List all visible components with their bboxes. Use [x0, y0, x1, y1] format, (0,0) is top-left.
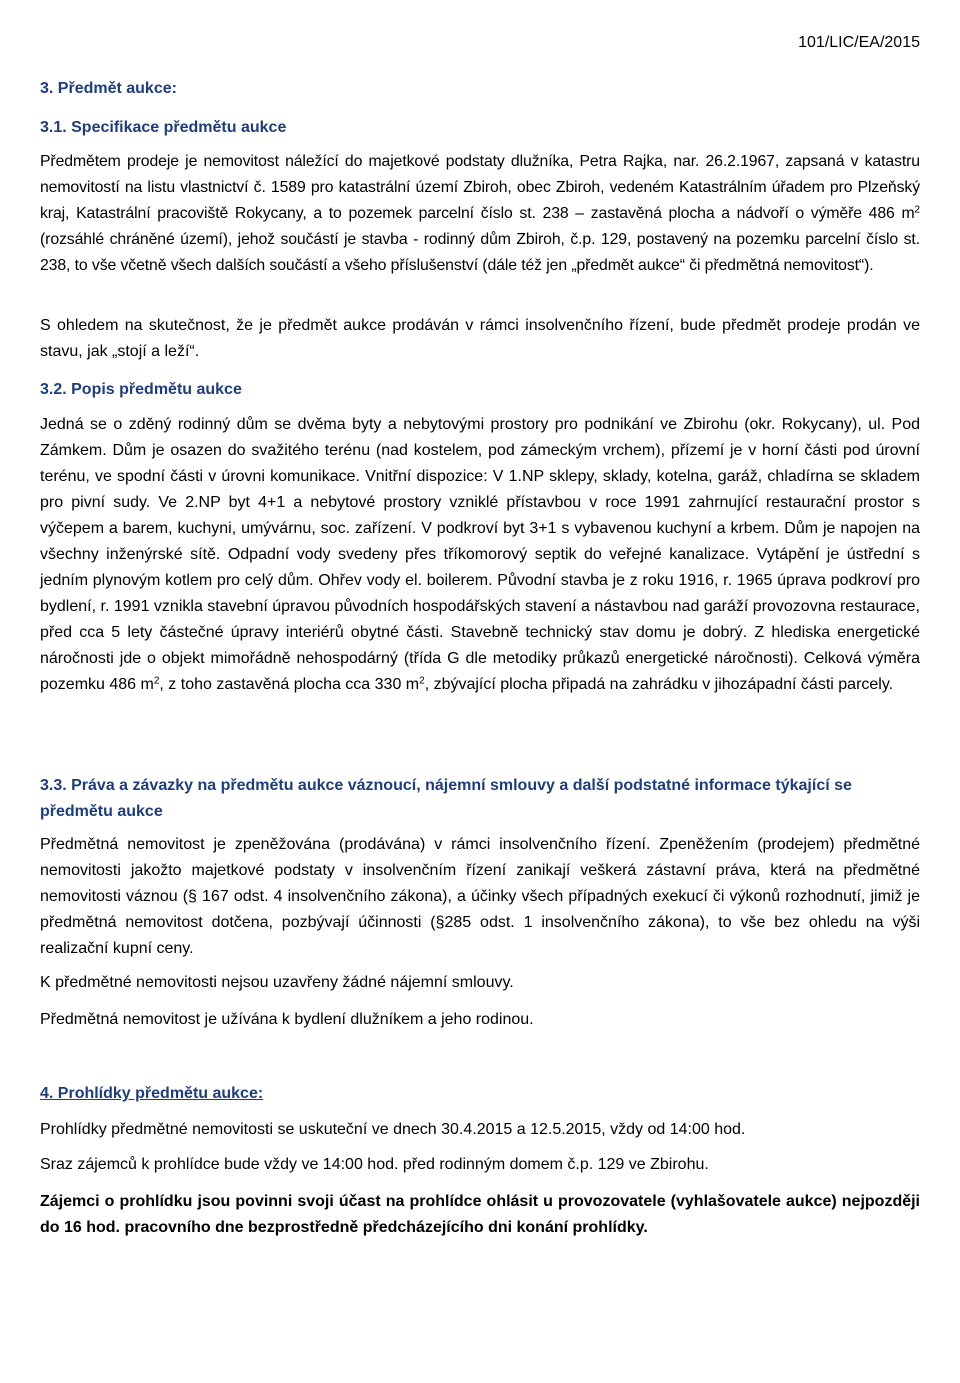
section-3-1-paragraph-1 [40, 149, 920, 279]
section-4-paragraph-3: Zájemci o prohlídku jsou povinni svoji účast na prohlídce ohlásit u provozovatele (vyhlašovatele aukce) nejpozději do 16 hod. pracovního dne bezprostředně předcházejícího dni konání prohlídky. [40, 1193, 920, 1236]
square-superscript: 2 [153, 675, 160, 687]
document-page [40, 0, 920, 1383]
section-3-1-paragraph-1-text-a: Předmětem prodeje je nemovitost náležící do majetkové podstaty dlužníka, Petra Rajka, nar. 26.2.1967, zapsaná v katastru nemovitostí na listu vlastnictví č. 1589 pro katastrální území Zbiroh, obec Zbiroh, vedeném Katastrálním úřadem pro Plzeňský kraj, Katastrální pracoviště Rokycany, a to pozemek parcelní číslo st. 238 – zastavěná plocha a nádvoří o výměře 486 m [40, 153, 920, 222]
section-3-2-heading: 3.2. Popis předmětu aukce [40, 381, 242, 398]
section-3-2-text-c: , zbývající plocha připadá na zahrádku v jihozápadní části parcely. [424, 676, 894, 693]
square-superscript: 2 [914, 204, 920, 216]
square-superscript: 2 [419, 675, 425, 687]
section-3-2-text-a: Jedná se o zděný rodinný dům se dvěma byty a nebytovými prostory pro podnikání ve Zbirohu (okr. Rokycany), ul. Pod Zámkem. Dům je osazen do svažitého terénu (nad kostelem, pod zámeckým vrchem), přízemí je v horní části pod úrovní terénu, ve spodní části v úrovni komunikace. Vnitřní dispozice: V 1.NP sklepy, sklady, kotelna, garáž, chladírna se skladem pro pivní sudy. Ve 2.NP byt 4+1 a nebytové prostory vzniklé přístavbou v roce 1991 zahrnující restaurační prostor s výčepem a barem, kuchyni, umývárnu, soc. zařízení. V podkroví byt 3+1 s vybavenou kuchyní a krbem. Dům je napojen na všechny inženýrské sítě. Odpadní vody svedeny přes tříkomorový septik do veřejné kanalizace. Vytápění je ústřední s jedním plynovým kotlem pro celý dům. Ohřev vody el. boilerem. Původní stavba je z roku 1916, r. 1965 úprava podkroví pro bydlení, r. 1991 vznikla stavební úpravou původních hospodářských stavení a nástavbou nad garáží provozovna restaurace, před cca 5 lety částečné úpravy interiérů obytné části. Stavebně technický stav domu je dobrý. Z hlediska energetické náročnosti jde o objekt mimořádně nehospodárný (třída G dle metodiky průkazů energetické náročnosti). Celková výměra pozemku 486 m [40, 416, 920, 693]
section-3-3-paragraph-3: Předmětná nemovitost je užívána k bydlení dlužníkem a jeho rodinou. [40, 1011, 534, 1028]
section-4-heading: 4. Prohlídky předmětu aukce: [40, 1085, 264, 1102]
section-3-2-paragraph [40, 412, 920, 698]
section-3-3-heading: 3.3. Práva a závazky na předmětu aukce váznoucí, nájemní smlouvy a další podstatné informace týkající se předmětu aukce [40, 777, 852, 820]
section-3-2-text-b: , z toho zastavěná plocha cca 330 m [159, 676, 420, 693]
section-3-3-paragraph-2: K předmětné nemovitosti nejsou uzavřeny žádné nájemní smlouvy. [40, 974, 514, 991]
section-3-1-heading: 3.1. Specifikace předmětu aukce [40, 119, 287, 136]
section-3-1-paragraph-2: S ohledem na skutečnost, že je předmět aukce prodáván v rámci insolvenčního řízení, bude předmět prodeje prodán ve stavu, jak „stojí a leží“. [40, 317, 920, 360]
section-3-1-paragraph-1-text-b: (rozsáhlé chráněné území), jehož součástí je stavba - rodinný dům Zbiroh, č.p. 129, postavený na pozemku parcelní číslo st. 238, to vše včetně všech dalších součástí a všeho příslušenství (dále též jen „předmět aukce“ či předmětná nemovitost“). [40, 231, 920, 274]
section-3-3-paragraph-1: Předmětná nemovitost je zpeněžována (prodávána) v rámci insolvenčního řízení. Zpeněžením (prodejem) předmětné nemovitosti jakožto majetkové podstaty v insolvenčním řízení zanikají veškerá zástavní práva, která na předmětné nemovitosti váznou (§ 167 odst. 4 insolvenčního zákona), a účinky všech případných exekucí či výkonů rozhodnutí, jimiž je předmětná nemovitost dotčena, pozbývají účinnosti (§285 odst. 1 insolvenčního zákona), to vše bez ohledu na výši realizační kupní ceny. [40, 836, 920, 957]
section-4-paragraph-1: Prohlídky předmětné nemovitosti se uskuteční ve dnech 30.4.2015 a 12.5.2015, vždy od 14:00 hod. [40, 1121, 746, 1138]
section-3-heading: 3. Předmět aukce: [40, 80, 177, 97]
section-4-paragraph-2: Sraz zájemců k prohlídce bude vždy ve 14:00 hod. před rodinným domem č.p. 129 ve Zbirohu. [40, 1156, 709, 1173]
document-reference-number: 101/LIC/EA/2015 [798, 34, 920, 51]
